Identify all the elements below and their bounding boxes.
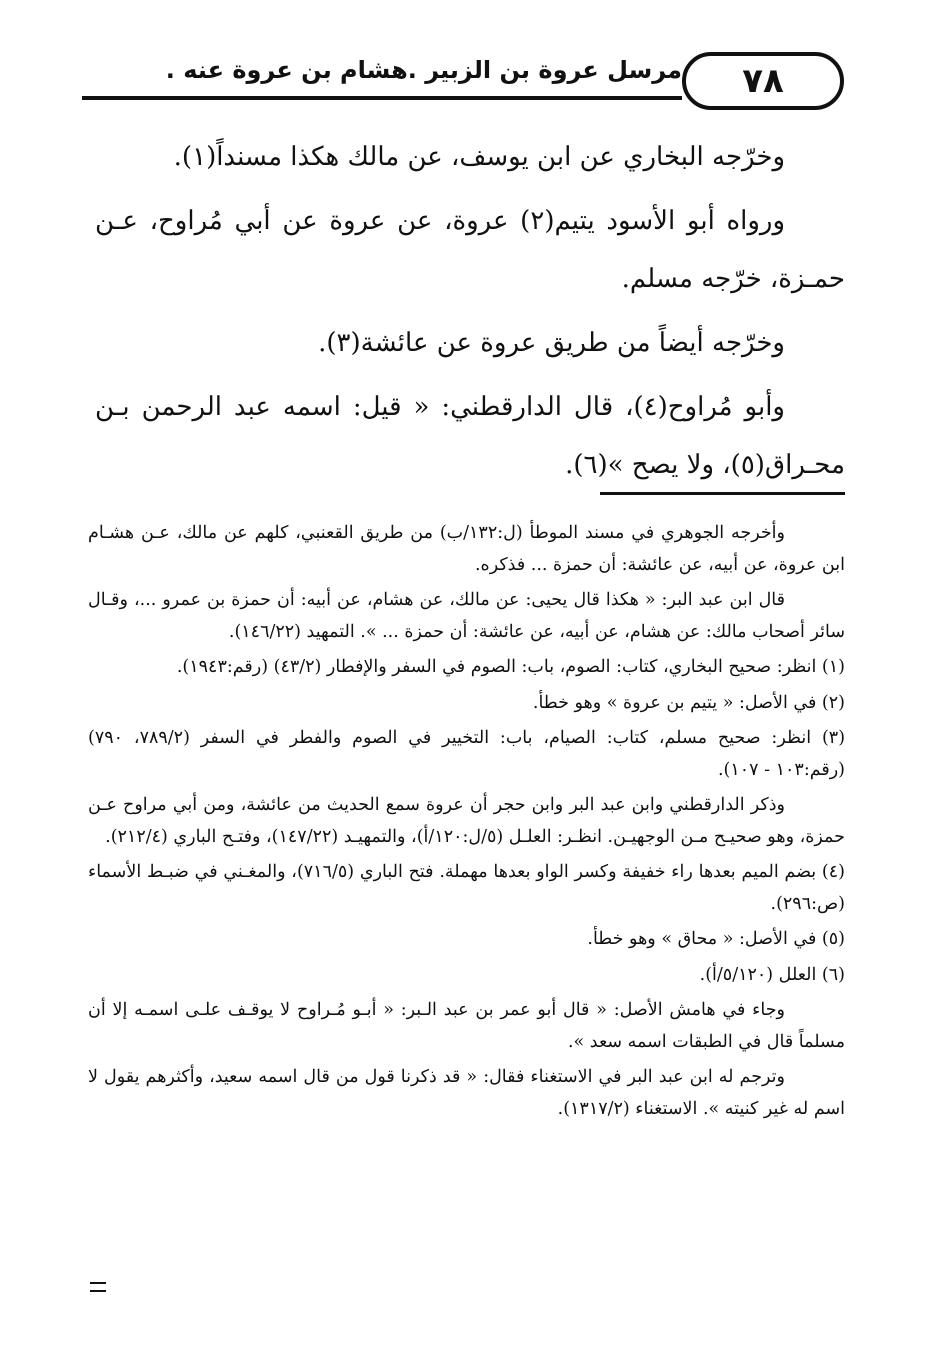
footnote-item: (٢) في الأصل: « يتيم بن عروة » وهو خطأ. — [532, 692, 845, 713]
page-end-mark — [90, 1282, 106, 1292]
main-paragraph: وخرّجه أيضاً من طريق عروة عن عائشة(٣). — [318, 328, 785, 358]
footnote-item: (١) انظر: صحيح البخاري، كتاب: الصوم، باب: الصوم في السفر والإفطار (٤٣/٢) (رقم:١٩٤٣). — [176, 657, 845, 677]
footnote-item: (٦) العلل (٥/١٢٠/أ). — [699, 964, 845, 985]
main-paragraph: وأبو مُراوح(٤)، قال الدارقطني: « قيل: اسمه عبد الرحمن بـن محـراق(٥)، ولا يصح »(٦). — [95, 392, 845, 480]
footnote-paragraph: وترجم له ابن عبد البر في الاستغناء فقال: « قد ذكرنا قول من قال اسمه سعيد، وأكثرهم يقول لا اسم له غير كنيته ». الاستغناء (١٣١٧/٢). — [88, 1067, 845, 1119]
footnote-paragraph: وذكر الدارقطني وابن عبد البر وابن حجر أن عروة سمع الحديث من عائشة، ومن أبي مراوح عـن حمزة، وهو صحيـح مـن الوجهيـن. انظـر: العلـل (٥/ل:١٢٠/أ)، والتمهيـد (١٤٧/٢٢)، وفتـح الباري (٢١٢/٤). — [88, 795, 845, 847]
header-title: مرسل عروة بن الزبير .هشام بن عروة عنه . — [165, 56, 682, 84]
main-text — [95, 128, 845, 500]
running-header — [82, 52, 852, 114]
header-rule — [82, 96, 682, 100]
footnotes — [88, 518, 845, 1129]
footnote-paragraph: قال ابن عبد البر: « هكذا قال يحيى: عن مالك، عن هشام، عن أبيه: أن حمزة بن عمرو ...، وقـال سائر أصحاب مالك: عن هشام، عن أبيه، عن عائشة: أن حمزة ... ». التمهيد (١٤٦/٢٢). — [88, 590, 845, 642]
footnote-paragraph: وجاء في هامش الأصل: « قال أبو عمر بن عبد الـبر: « أبـو مُـراوح لا يوقـف علـى اسمـه إلا أن مسلماً قال في الطبقات اسمه سعد ». — [88, 1000, 845, 1052]
footnote-separator — [600, 492, 845, 495]
main-paragraph: ورواه أبو الأسود يتيم(٢) عروة، عن عروة عن أبي مُراوح، عـن حمـزة، خرّجه مسلم. — [95, 206, 845, 294]
page-number: ٧٨ — [682, 52, 844, 110]
footnote-item: (٤) بضم الميم بعدها راء خفيفة وكسر الواو بعدها مهملة. فتح الباري (٧١٦/٥)، والمغـني في ضبـط الأسماء (ص:٢٩٦). — [88, 862, 845, 914]
footnote-item: (٥) في الأصل: « محاق » وهو خطأ. — [587, 929, 845, 949]
main-paragraph: وخرّجه البخاري عن ابن يوسف، عن مالك هكذا مسنداً(١). — [173, 142, 785, 172]
footnote-item: (٣) انظر: صحيح مسلم، كتاب: الصيام، باب: التخيير في الصوم والفطر في السفر (٧٨٩/٢، ٧٩٠) (رقم:١٠٣ - ١٠٧). — [88, 728, 846, 780]
footnote-paragraph: وأخرجه الجوهري في مسند الموطأ (ل:١٣٢/ب) من طريق القعنبي، كلهم عن مالك، عـن هشـام ابن عروة، عن أبيه، عن عائشة: أن حمزة ... فذكره. — [88, 523, 845, 575]
